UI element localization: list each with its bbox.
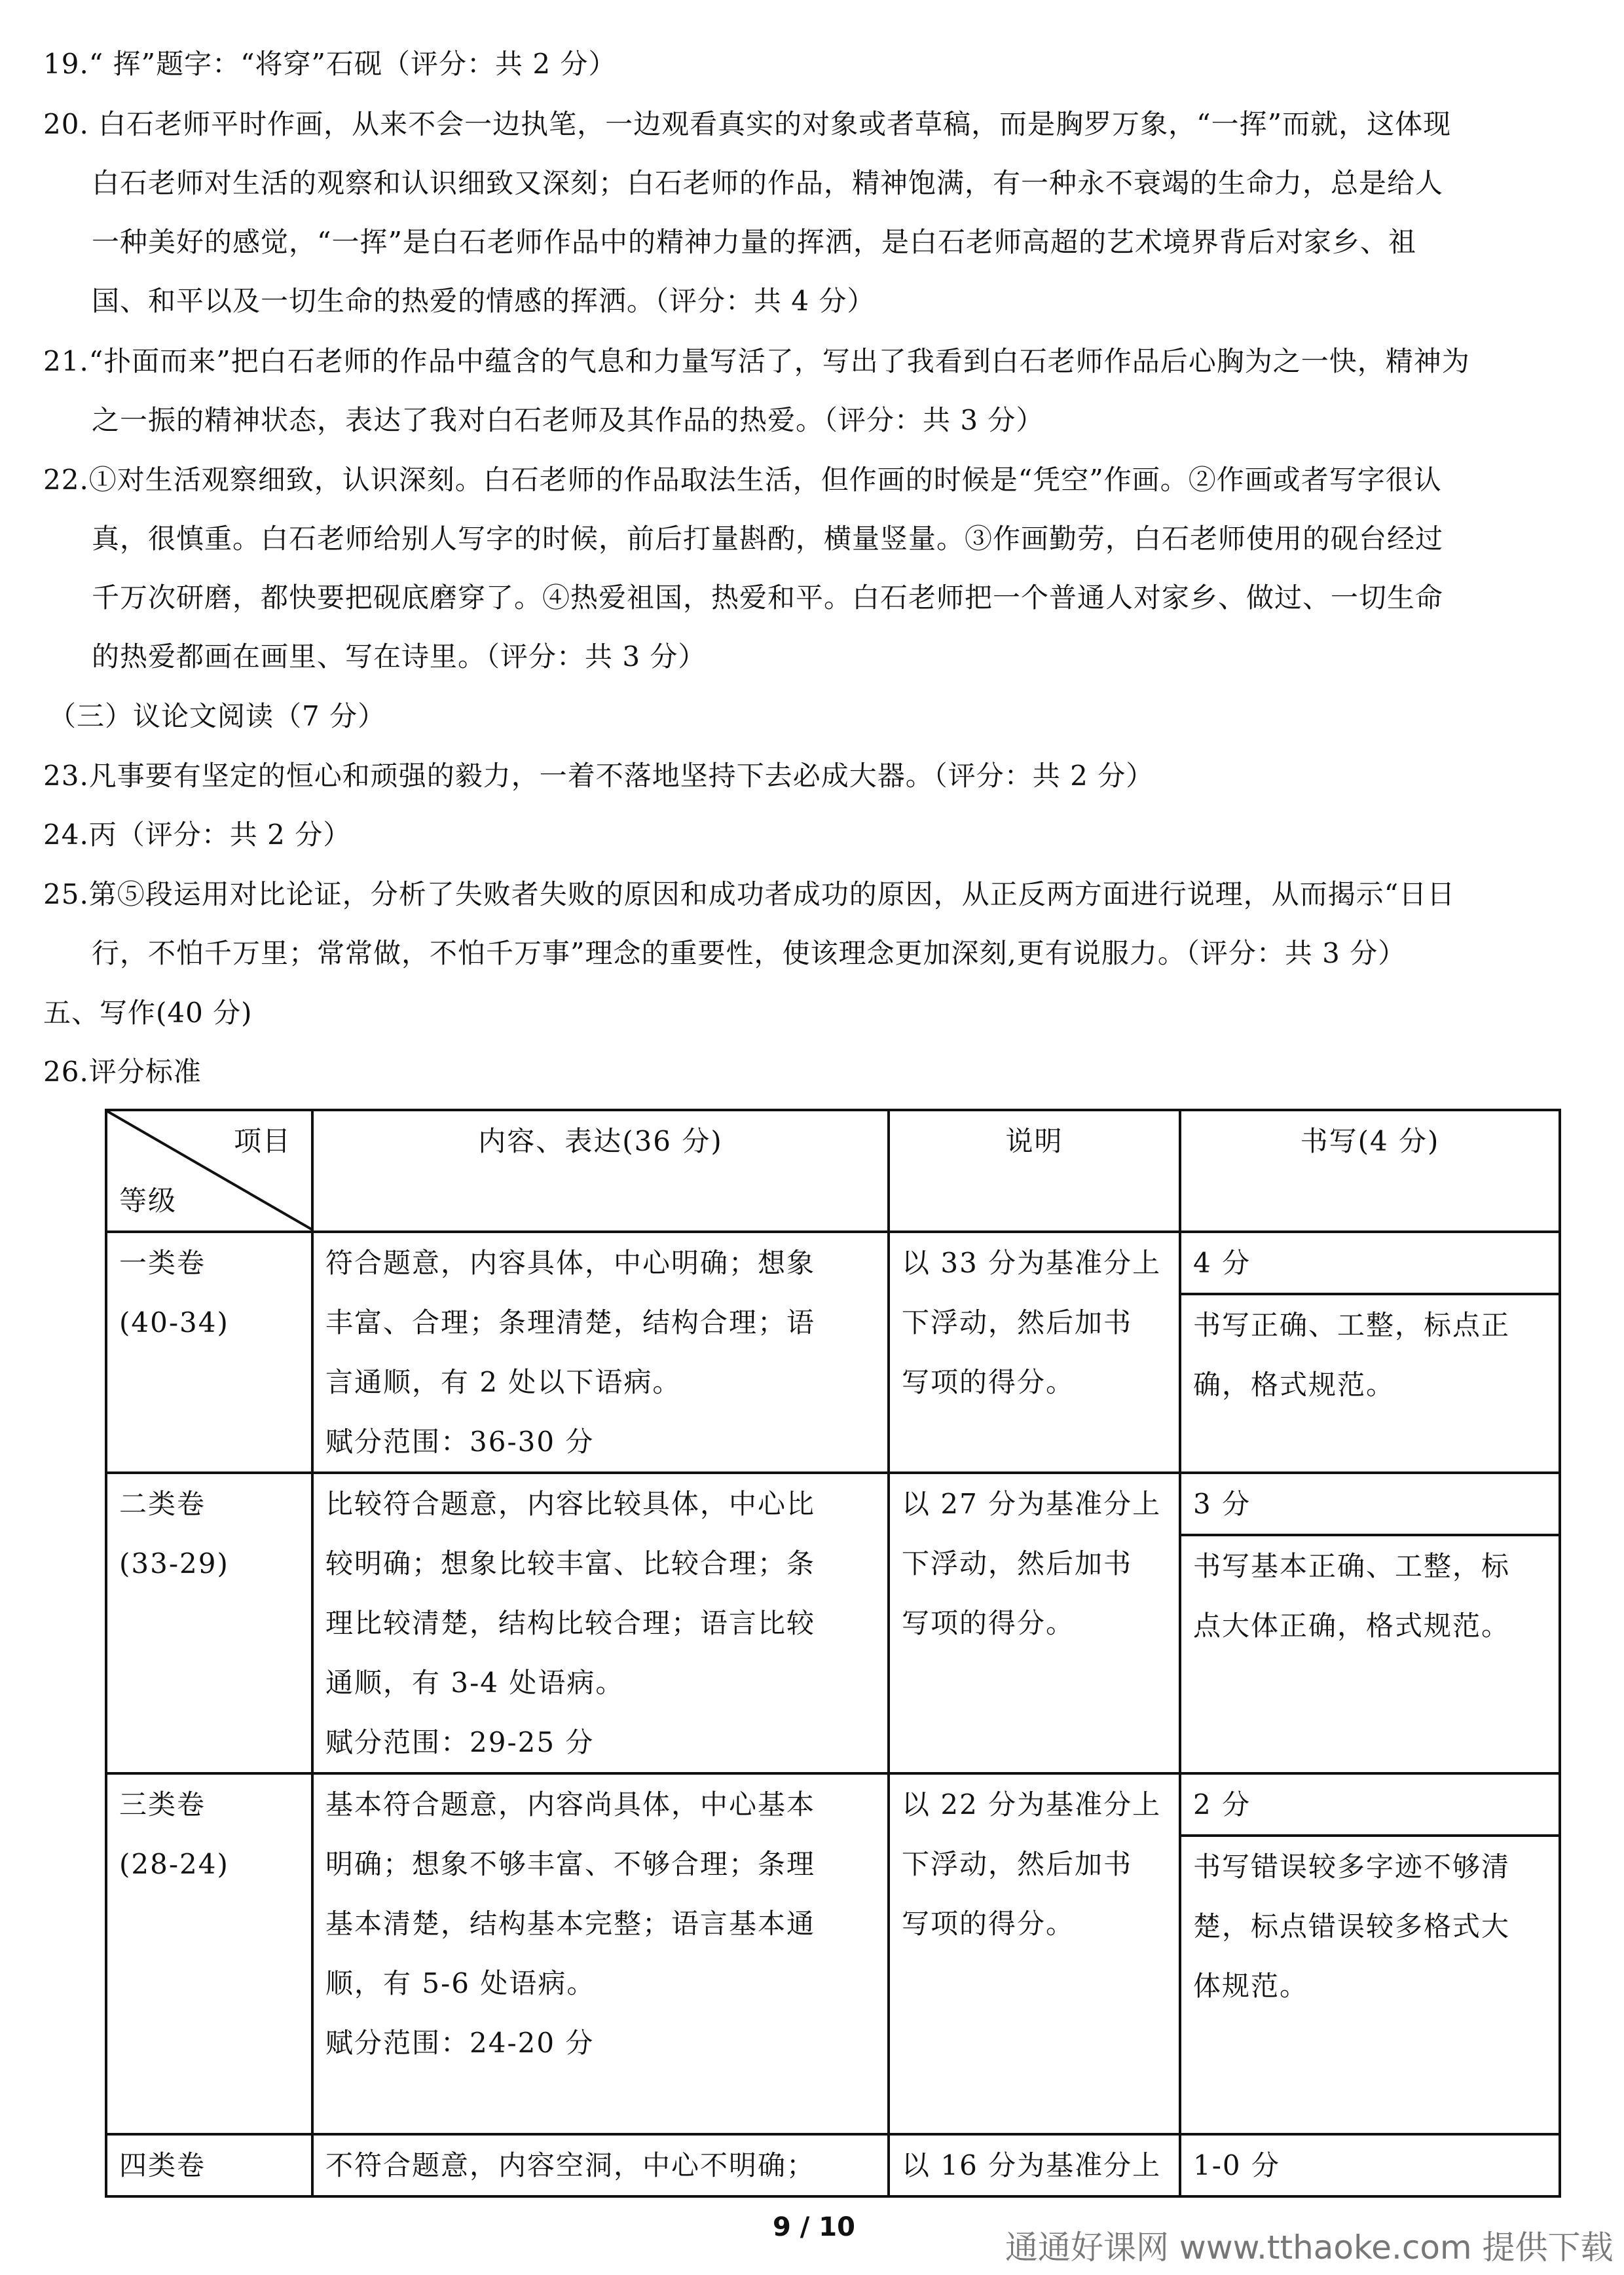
answer-22-line-2: 真，很慎重。白石老师给别人写字的时候，前后打量斟酌，横量竖量。③作画勤劳，白石老师使用的砚台经过	[92, 523, 1444, 555]
content-line: 较明确；想象比较丰富、比较合理；条	[325, 1547, 816, 1580]
content-line: 通顺，有 3-4 处语病。	[325, 1667, 625, 1699]
header-grade-label: 等级	[119, 1185, 177, 1217]
writing-score: 4 分	[1181, 1233, 1559, 1295]
writing-cell	[1180, 2134, 1560, 2196]
note-line: 以 16 分为基准分上	[902, 2149, 1162, 2181]
grade-range: (28-24)	[119, 1848, 229, 1880]
site-watermark: 通通好课网 www.tthaoke.com 提供下载	[1005, 2229, 1614, 2266]
content-line: 基本符合题意，内容尚具体，中心基本	[325, 1788, 816, 1821]
content-line: 赋分范围：29-25 分	[325, 1726, 595, 1758]
writing-line: 体规范。	[1193, 1970, 1309, 2002]
note-line: 下浮动，然后加书	[902, 1306, 1133, 1339]
note-line: 下浮动，然后加书	[902, 1848, 1133, 1880]
note-line: 以 22 分为基准分上	[902, 1788, 1162, 1821]
writing-cell	[1180, 1232, 1560, 1473]
writing-cell	[1180, 1773, 1560, 2134]
note-cell	[889, 1473, 1180, 1773]
note-line: 以 33 分为基准分上	[902, 1247, 1162, 1279]
grade-range: (33-29)	[119, 1547, 229, 1580]
answer-22-line-4: 的热爱都画在画里、写在诗里。（评分：共 3 分）	[92, 640, 707, 673]
diagonal-header-cell	[106, 1110, 312, 1232]
note-line: 写项的得分。	[902, 1908, 1075, 1940]
header-item-label: 项目	[233, 1125, 291, 1157]
writing-cell	[1180, 1473, 1560, 1773]
content-line: 顺，有 5-6 处语病。	[325, 1967, 596, 1999]
grade-name: 三类卷	[119, 1788, 206, 1821]
answer-20-line-3: 一种美好的感觉，“一挥”是白石老师作品中的精神力量的挥洒，是白石老师高超的艺术境界背后对家乡、祖	[92, 226, 1416, 258]
note-cell	[889, 1232, 1180, 1473]
grade-cell	[106, 1473, 312, 1773]
note-cell	[889, 2134, 1180, 2196]
content-cell	[312, 1232, 889, 1473]
content-line: 丰富、合理；条理清楚，结构合理；语	[325, 1306, 816, 1339]
answer-23: 23.凡事要有坚定的恒心和顽强的毅力，一着不落地坚持下去必成大器。（评分：共 2 分）	[43, 760, 1154, 792]
grade-cell	[106, 1232, 312, 1473]
answer-21-line-1: 21.“扑面而来”把白石老师的作品中蕴含的气息和力量写活了，写出了我看到白石老师作品后心胸为之一快，精神为	[43, 345, 1470, 377]
note-cell	[889, 1773, 1180, 2134]
table-row	[106, 1232, 1560, 1473]
content-line: 比较符合题意，内容比较具体，中心比	[325, 1488, 816, 1520]
section-heading-writing: 五、写作(40 分)	[43, 997, 253, 1029]
grade-name: 一类卷	[119, 1247, 206, 1279]
answer-25-line-1: 25.第⑤段运用对比论证，分析了失败者失败的原因和成功者成功的原因，从正反两方面进行说理，从而揭示“日日	[43, 878, 1456, 910]
grade-name: 四类卷	[119, 2149, 206, 2181]
content-line: 言通顺，有 2 处以下语病。	[325, 1366, 682, 1398]
content-line: 理比较清楚，结构比较合理；语言比较	[325, 1607, 816, 1639]
table-row	[106, 1473, 1560, 1773]
answer-22-line-1: 22.①对生活观察细致，认识深刻。白石老师的作品取法生活，但作画的时候是“凭空”作画。②作画或者写字很认	[43, 464, 1442, 496]
answer-24: 24.丙（评分：共 2 分）	[43, 819, 352, 851]
grade-range: (40-34)	[119, 1306, 229, 1339]
header-content: 内容、表达(36 分)	[312, 1110, 889, 1232]
writing-line: 楚，标点错误较多格式大	[1193, 1910, 1511, 1942]
note-line: 写项的得分。	[902, 1366, 1075, 1398]
content-cell	[312, 1773, 889, 2134]
answer-25-line-2: 行，不怕千万里；常常做，不怕千万事”理念的重要性，使该理念更加深刻,更有说服力。（评分：共 3 分）	[92, 937, 1407, 969]
writing-line: 点大体正确，格式规范。	[1193, 1610, 1511, 1642]
writing-description	[1181, 1295, 1559, 1471]
answer-22-line-3: 千万次研磨，都快要把砚底磨穿了。④热爱祖国，热爱和平。白石老师把一个普通人对家乡、做过、一切生命	[92, 582, 1444, 614]
answer-21-line-2: 之一振的精神状态，表达了我对白石老师及其作品的热爱。（评分：共 3 分）	[92, 404, 1044, 436]
grade-cell	[106, 2134, 312, 2196]
answer-20-line-2: 白石老师对生活的观察和认识细致又深刻；白石老师的作品，精神饱满，有一种永不衰竭的生命力，总是给人	[92, 167, 1444, 199]
content-line: 基本清楚，结构基本完整；语言基本通	[325, 1908, 816, 1940]
content-line: 赋分范围：36-30 分	[325, 1426, 595, 1458]
writing-line: 书写基本正确、工整，标	[1193, 1550, 1511, 1582]
answer-26-heading: 26.评分标准	[43, 1056, 202, 1088]
writing-score: 3 分	[1181, 1474, 1559, 1536]
writing-line: 确，格式规范。	[1193, 1369, 1395, 1401]
table-header-row	[106, 1110, 1560, 1232]
header-note: 说明	[889, 1110, 1180, 1232]
writing-line: 书写正确、工整，标点正	[1193, 1309, 1511, 1341]
scoring-rubric-table	[105, 1109, 1561, 2198]
answer-19: 19.“ 挥”题字：“将穿”石砚（评分：共 2 分）	[43, 48, 617, 80]
writing-score: 2 分	[1181, 1775, 1559, 1837]
content-line: 赋分范围：24-20 分	[325, 2027, 595, 2059]
content-line: 符合题意，内容具体，中心明确；想象	[325, 1247, 816, 1279]
writing-score: 1-0 分	[1193, 2149, 1280, 2181]
note-line: 下浮动，然后加书	[902, 1547, 1133, 1580]
writing-line: 书写错误较多字迹不够清	[1193, 1851, 1511, 1883]
content-line: 不符合题意，内容空洞，中心不明确；	[325, 2149, 816, 2181]
writing-description	[1181, 1536, 1559, 1772]
answer-20-line-4: 国、和平以及一切生命的热爱的情感的挥洒。（评分：共 4 分）	[92, 285, 876, 317]
grade-name: 二类卷	[119, 1488, 206, 1520]
section-heading-argumentative: （三）议论文阅读（7 分）	[48, 700, 386, 732]
page-number: 9 / 10	[773, 2212, 855, 2242]
table-row	[106, 2134, 1560, 2196]
grade-cell	[106, 1773, 312, 2134]
content-line: 明确；想象不够丰富、不够合理；条理	[325, 1848, 816, 1880]
writing-description	[1181, 1837, 1559, 2133]
note-line: 写项的得分。	[902, 1607, 1075, 1639]
content-cell	[312, 2134, 889, 2196]
header-writing: 书写(4 分)	[1180, 1110, 1560, 1232]
content-cell	[312, 1473, 889, 1773]
table-row	[106, 1773, 1560, 2134]
note-line: 以 27 分为基准分上	[902, 1488, 1162, 1520]
answer-20-line-1: 20. 白石老师平时作画，从来不会一边执笔，一边观看真实的对象或者草稿，而是胸罗万象，“一挥”而就，这体现	[43, 108, 1452, 140]
